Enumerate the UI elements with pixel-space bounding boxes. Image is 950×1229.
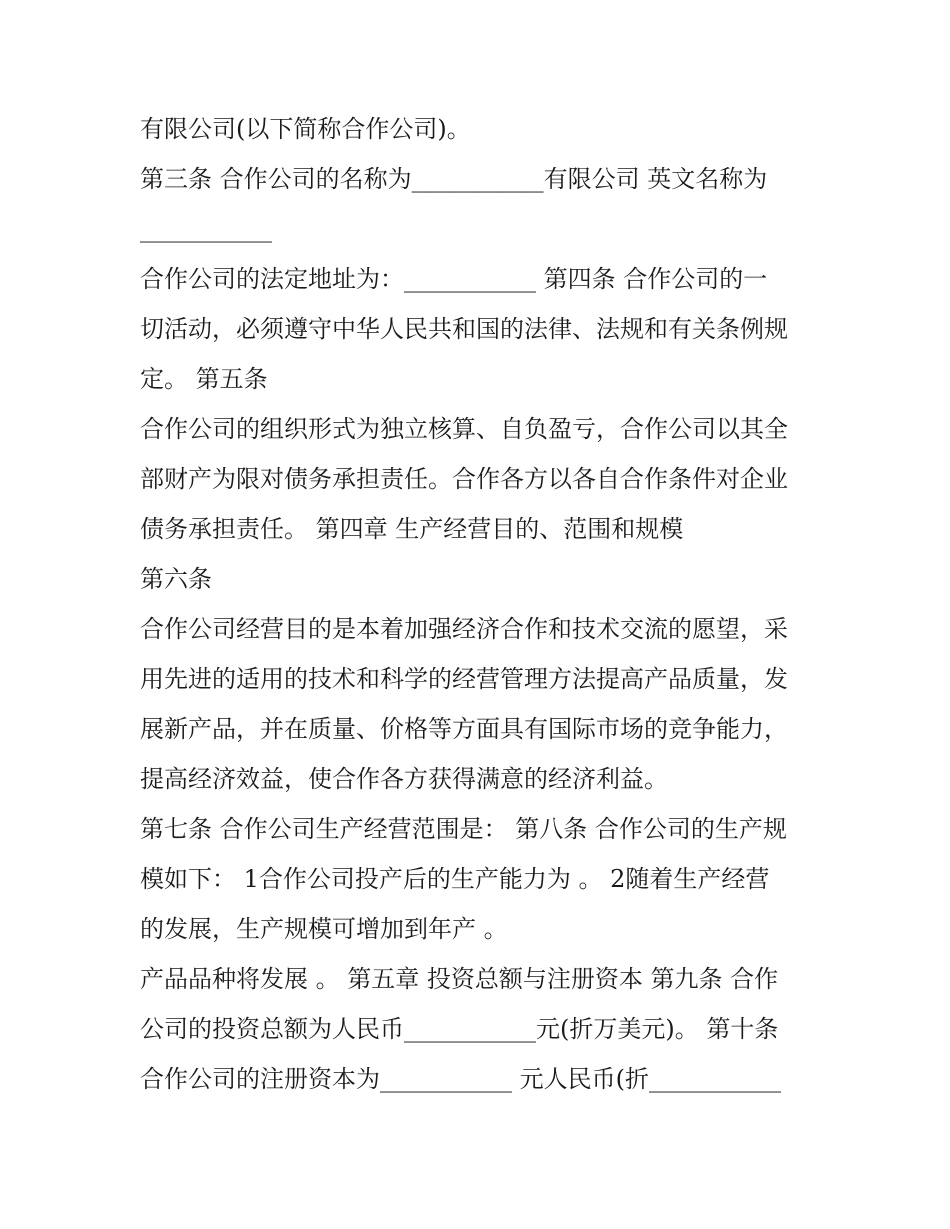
text-line: 用先进的适用的技术和科学的经营管理方法提高产品质量，发 — [140, 665, 788, 693]
text-line: 合作公司经营目的是本着加强经济合作和技术交流的愿望，采 — [140, 615, 788, 643]
text-line: 债务承担责任。 第四章 生产经营目的、范围和规模 — [140, 515, 684, 543]
text-line: 模如下： 1合作公司投产后的生产能力为 。 2随着生产经营 — [140, 865, 770, 893]
text-line: 定。 第五条 — [140, 365, 268, 393]
text-line: 第三条 合作公司的名称为___________有限公司 英文名称为 — [140, 165, 768, 193]
text-line: 合作公司的组织形式为独立核算、自负盈亏，合作公司以其全 — [140, 415, 788, 443]
text-line: 第六条 — [140, 565, 212, 593]
text-line: 提高经济效益，使合作各方获得满意的经济利益。 — [140, 765, 668, 793]
text-line: 产品品种将发展 。 第五章 投资总额与注册资本 第九条 合作 — [140, 965, 779, 993]
text-line: 的发展，生产规模可增加到年产 。 — [140, 915, 508, 943]
document-body — [140, 104, 820, 1104]
text-line: ___________ — [140, 215, 272, 243]
text-line: 公司的投资总额为人民币___________元(折万美元)。 第十条 — [140, 1015, 779, 1043]
text-line: 部财产为限对债务承担责任。合作各方以各自合作条件对企业 — [140, 465, 788, 493]
text-line: 合作公司的法定地址为：___________ 第四条 合作公司的一 — [140, 265, 768, 293]
text-line: 展新产品，并在质量、价格等方面具有国际市场的竞争能力， — [140, 715, 788, 743]
text-line: 第七条 合作公司生产经营范围是： 第八条 合作公司的生产规 — [140, 815, 787, 843]
text-line: 有限公司(以下简称合作公司)。 — [140, 115, 471, 143]
text-line: 合作公司的注册资本为___________ 元人民币(折___________ — [140, 1065, 781, 1093]
text-line: 切活动，必须遵守中华人民共和国的法律、法规和有关条例规 — [140, 315, 788, 343]
